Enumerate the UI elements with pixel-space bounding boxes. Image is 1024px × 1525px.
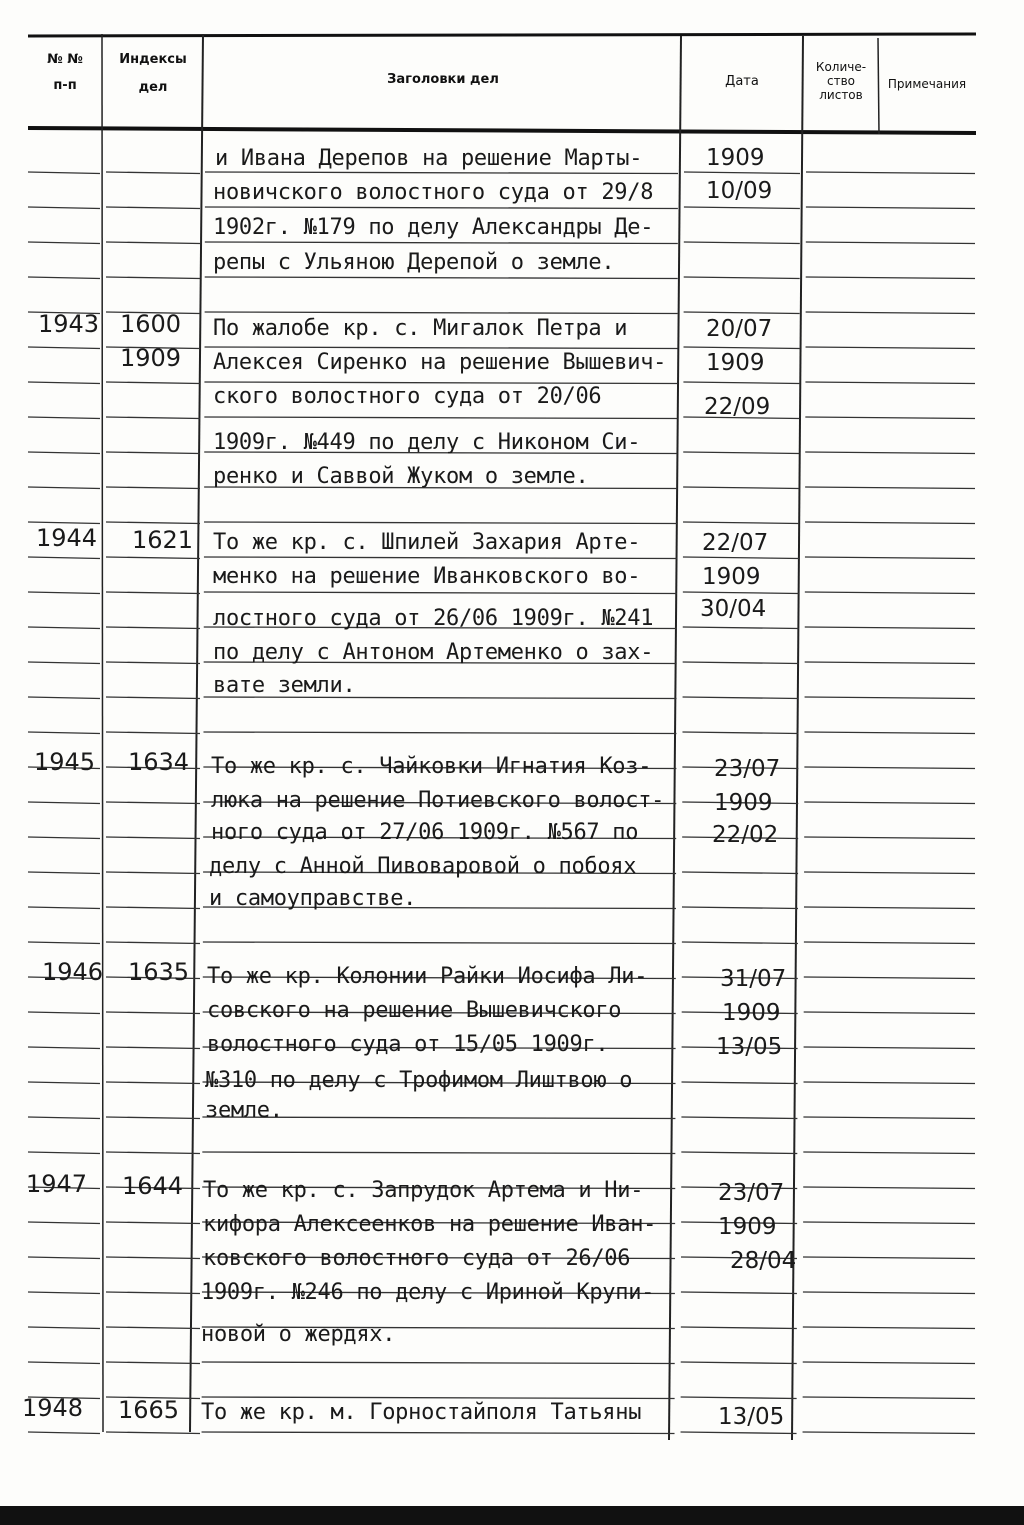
ruled-line	[805, 697, 975, 699]
ruled-line	[803, 1222, 975, 1224]
title-line: 1902г. №179 по делу Александры Де-	[213, 215, 654, 240]
header-col-notes: Примечания	[887, 77, 967, 91]
ruled-line	[106, 1257, 200, 1259]
ruled-line	[28, 452, 100, 454]
header-col-sheets-line2: ство	[826, 74, 855, 88]
title-line: и самоуправстве.	[209, 886, 417, 911]
date-line: 28/04	[730, 1248, 797, 1274]
row-index: 1665	[118, 1396, 180, 1424]
ruled-line	[28, 907, 100, 909]
date-line: 13/05	[716, 1034, 783, 1060]
date-line: 22/02	[712, 822, 779, 848]
date-line: 23/07	[718, 1180, 785, 1206]
title-line: делу с Анной Пивоваровой о побоях	[209, 854, 637, 879]
ruled-line	[28, 1222, 100, 1224]
header-col-number-line2: п-п	[53, 78, 77, 93]
ruled-line	[681, 1117, 797, 1119]
row-index-secondary: 1909	[120, 344, 182, 372]
ruled-line	[681, 1327, 797, 1329]
ruled-line	[805, 557, 975, 559]
ruled-line	[106, 592, 200, 594]
header-col-index	[104, 52, 202, 96]
ruled-line	[203, 942, 676, 944]
ruled-line	[804, 1082, 975, 1084]
ruled-line	[28, 942, 100, 944]
ruled-line	[106, 1117, 200, 1119]
date-line: 1909	[718, 1214, 777, 1240]
date-line: 1909	[722, 1000, 781, 1026]
ruled-line	[806, 347, 975, 349]
ruled-line	[805, 487, 975, 489]
ruled-line	[684, 312, 800, 314]
row-number: 1948	[22, 1394, 84, 1422]
row-number: 1943	[38, 310, 100, 338]
ruled-line	[28, 242, 100, 244]
ruled-line	[803, 1117, 975, 1119]
date-line: 13/05	[718, 1404, 785, 1430]
ruled-line	[28, 1292, 100, 1294]
date-line: 1909	[706, 350, 765, 376]
header-col-index-line2: дел	[138, 80, 168, 95]
ruled-line	[804, 1047, 975, 1049]
title-line: Алексея Сиренко на решение Вышевич-	[213, 350, 667, 375]
ruled-line	[204, 417, 677, 419]
ruled-line	[806, 172, 975, 174]
date-line: 1909	[706, 145, 765, 171]
date-line: 22/07	[702, 530, 769, 556]
ruled-line	[803, 1432, 975, 1434]
ruled-line	[684, 242, 800, 244]
ruled-line	[28, 1327, 100, 1329]
ruled-line	[681, 1362, 797, 1364]
title-line: То же кр. с. Шпилей Захария Арте-	[213, 530, 641, 555]
ruled-line	[106, 1012, 200, 1014]
ruled-line	[804, 767, 975, 769]
ruled-line	[681, 1397, 797, 1399]
ruled-line	[205, 312, 678, 314]
ruled-line	[28, 557, 100, 559]
ruled-line	[803, 1257, 975, 1259]
ruled-line	[805, 382, 975, 384]
ruled-line	[106, 1047, 200, 1049]
ruled-line	[106, 662, 200, 664]
ruled-line	[106, 1292, 200, 1294]
ruled-line	[106, 1222, 200, 1224]
ruled-line	[684, 347, 800, 349]
ruled-line	[804, 907, 975, 909]
ruled-line	[205, 277, 678, 279]
ruled-line	[106, 242, 200, 244]
ruled-line	[28, 592, 100, 594]
ruled-line	[805, 522, 975, 524]
ruled-line	[803, 1362, 975, 1364]
ruled-line	[28, 627, 100, 629]
title-line: лостного суда от 26/06 1909г. №241	[213, 606, 654, 631]
title-line: и Ивана Дерепов на решение Марты-	[215, 146, 643, 171]
ruled-line	[684, 207, 800, 209]
ruled-line	[106, 1082, 200, 1084]
ruled-line	[683, 627, 799, 629]
ruled-line	[803, 1152, 975, 1154]
ruled-line	[806, 277, 975, 279]
ruled-line	[28, 732, 100, 734]
ruled-line	[806, 242, 975, 244]
date-line: 1909	[714, 790, 773, 816]
date-line: 23/07	[714, 756, 781, 782]
row-index: 1621	[132, 526, 194, 554]
title-line: ковского волостного суда от 26/06	[203, 1246, 631, 1271]
ruled-line	[202, 1362, 675, 1364]
ruled-line	[805, 592, 975, 594]
ruled-line	[205, 172, 678, 174]
title-line: репы с Ульяною Дерепой о земле.	[213, 250, 615, 275]
row-number: 1947	[26, 1170, 88, 1198]
ruled-line	[28, 347, 100, 349]
ruled-line	[28, 662, 100, 664]
ruled-line	[106, 697, 200, 699]
row-number: 1944	[36, 524, 98, 552]
ruled-line	[106, 732, 200, 734]
ruled-line	[806, 312, 975, 314]
title-line: То же кр. с. Чайковки Игнатия Коз-	[211, 754, 652, 779]
title-line: волостного суда от 15/05 1909г.	[207, 1032, 609, 1057]
ruled-line	[805, 627, 975, 629]
row-number: 1945	[34, 748, 96, 776]
ruled-line	[205, 347, 678, 349]
ruled-line	[106, 207, 200, 209]
ruled-line	[803, 1292, 975, 1294]
ruled-line	[106, 557, 200, 559]
title-line: 1909г. №449 по делу с Никоном Си-	[213, 430, 641, 455]
ruled-line	[681, 1292, 797, 1294]
title-line: земле.	[205, 1098, 283, 1123]
header-col-sheets-line1: Количе-	[815, 60, 867, 74]
date-line: 20/07	[706, 316, 773, 342]
ruled-line	[106, 382, 200, 384]
ruled-line	[106, 907, 200, 909]
date-line: 10/09	[706, 178, 773, 204]
ruled-line	[106, 942, 200, 944]
ruled-line	[682, 872, 798, 874]
ruled-line	[683, 662, 799, 664]
ruled-line	[28, 1012, 100, 1014]
ruled-line	[683, 382, 799, 384]
ruled-line	[28, 277, 100, 279]
ruled-line	[682, 942, 798, 944]
ruled-line	[806, 207, 975, 209]
title-line: люка на решение Потиевского волост-	[211, 788, 665, 813]
scan-edge-bar	[0, 1506, 1024, 1525]
title-line: То же кр. с. Запрудок Артема и Ни-	[203, 1178, 644, 1203]
ruled-line	[106, 522, 200, 524]
ruled-line	[106, 627, 200, 629]
ruled-line	[805, 452, 975, 454]
ruled-line	[683, 557, 799, 559]
ruled-line	[683, 522, 799, 524]
title-line: по делу с Антоном Артеменко о зах-	[213, 640, 654, 665]
ruled-line	[682, 907, 798, 909]
ruled-line	[28, 1047, 100, 1049]
title-line: совского на решение Вышевичского	[207, 998, 622, 1023]
ruled-line	[202, 1432, 675, 1434]
ruled-line	[203, 732, 676, 734]
ruled-line	[804, 977, 975, 979]
ruled-line	[202, 1152, 675, 1154]
ruled-line	[684, 277, 800, 279]
row-index: 1644	[122, 1172, 184, 1200]
ruled-line	[106, 1432, 200, 1434]
title-line: №310 по делу с Трофимом Лиштвою о	[205, 1068, 633, 1093]
ruled-line	[106, 872, 200, 874]
ruled-line	[803, 1397, 975, 1399]
row-index: 1600	[120, 310, 182, 338]
ruled-line	[683, 452, 799, 454]
ruled-line	[204, 522, 677, 524]
ruled-line	[106, 172, 200, 174]
ruled-line	[106, 487, 200, 489]
row-index: 1635	[128, 958, 190, 986]
ruled-line	[205, 207, 678, 209]
ruled-line	[803, 1327, 975, 1329]
title-line: 1909г. №246 по делу с Ириной Крупи-	[201, 1280, 655, 1305]
ruled-line	[106, 802, 200, 804]
ruled-line	[106, 1362, 200, 1364]
ruled-line	[204, 592, 677, 594]
header-col-index-line1: Индексы	[119, 52, 187, 67]
title-line: новичского волостного суда от 29/8	[213, 180, 654, 205]
ruled-line	[683, 487, 799, 489]
row-number: 1946	[42, 958, 104, 986]
title-line: вате земли.	[213, 673, 356, 698]
title-line: ного суда от 27/06 1909г. №567 по	[211, 820, 639, 845]
ruled-line	[28, 1257, 100, 1259]
ruled-line	[28, 207, 100, 209]
header-col-number-line1: № №	[47, 52, 83, 67]
ruled-line	[28, 1082, 100, 1084]
ruled-line	[683, 592, 799, 594]
ruled-line	[106, 1152, 200, 1154]
ruled-line	[804, 732, 975, 734]
ruled-line	[106, 277, 200, 279]
ruled-line	[803, 1187, 975, 1189]
ruled-line	[28, 487, 100, 489]
header-col-date: Дата	[725, 74, 759, 89]
ruled-line	[682, 732, 798, 734]
row-index: 1634	[128, 748, 190, 776]
ruled-line	[682, 1082, 798, 1084]
ruled-line	[804, 1012, 975, 1014]
header-col-title: Заголовки дел	[387, 72, 499, 87]
ruled-line	[684, 172, 800, 174]
ruled-line	[28, 697, 100, 699]
title-line: ренко и Саввой Жуком о земле.	[213, 464, 589, 489]
header-col-number	[28, 52, 102, 94]
date-line: 1909	[702, 564, 761, 590]
ruled-line	[106, 837, 200, 839]
ruled-line	[28, 1117, 100, 1119]
ruled-line	[28, 802, 100, 804]
header-col-sheets-line3: листов	[819, 88, 863, 102]
ruled-line	[28, 172, 100, 174]
ruled-line	[205, 242, 678, 244]
title-line: менко на решение Иванковского во-	[213, 564, 641, 589]
title-line: По жалобе кр. с. Мигалок Петра и	[213, 316, 628, 341]
ruled-line	[28, 1362, 100, 1364]
ruled-line	[28, 417, 100, 419]
ruled-line	[28, 872, 100, 874]
ruled-line	[204, 557, 677, 559]
ruled-line	[106, 417, 200, 419]
title-line: новой о жердях.	[201, 1322, 396, 1347]
ruled-line	[28, 382, 100, 384]
date-line: 31/07	[720, 966, 787, 992]
ruled-line	[28, 1432, 100, 1434]
date-line: 30/04	[700, 596, 767, 622]
ruled-line	[804, 802, 975, 804]
header-col-sheets	[803, 60, 879, 102]
title-line: ского волостного суда от 20/06	[213, 384, 602, 409]
ruled-line	[28, 837, 100, 839]
date-line: 22/09	[704, 394, 771, 420]
title-line: То же кр. м. Горностайполя Татьяны	[201, 1400, 642, 1425]
ruled-line	[805, 417, 975, 419]
ruled-line	[28, 1152, 100, 1154]
ruled-line	[804, 837, 975, 839]
ruled-line	[805, 662, 975, 664]
ruled-line	[804, 942, 975, 944]
ruled-line	[106, 452, 200, 454]
title-line: кифора Алексеенков на решение Иван-	[203, 1212, 657, 1237]
ruled-line	[683, 697, 799, 699]
ruled-line	[202, 1397, 675, 1399]
ruled-line	[681, 1152, 797, 1154]
ruled-line	[804, 872, 975, 874]
ruled-line	[681, 1432, 797, 1434]
title-line: То же кр. Колонии Райки Иосифа Ли-	[207, 964, 648, 989]
ruled-line	[106, 1327, 200, 1329]
